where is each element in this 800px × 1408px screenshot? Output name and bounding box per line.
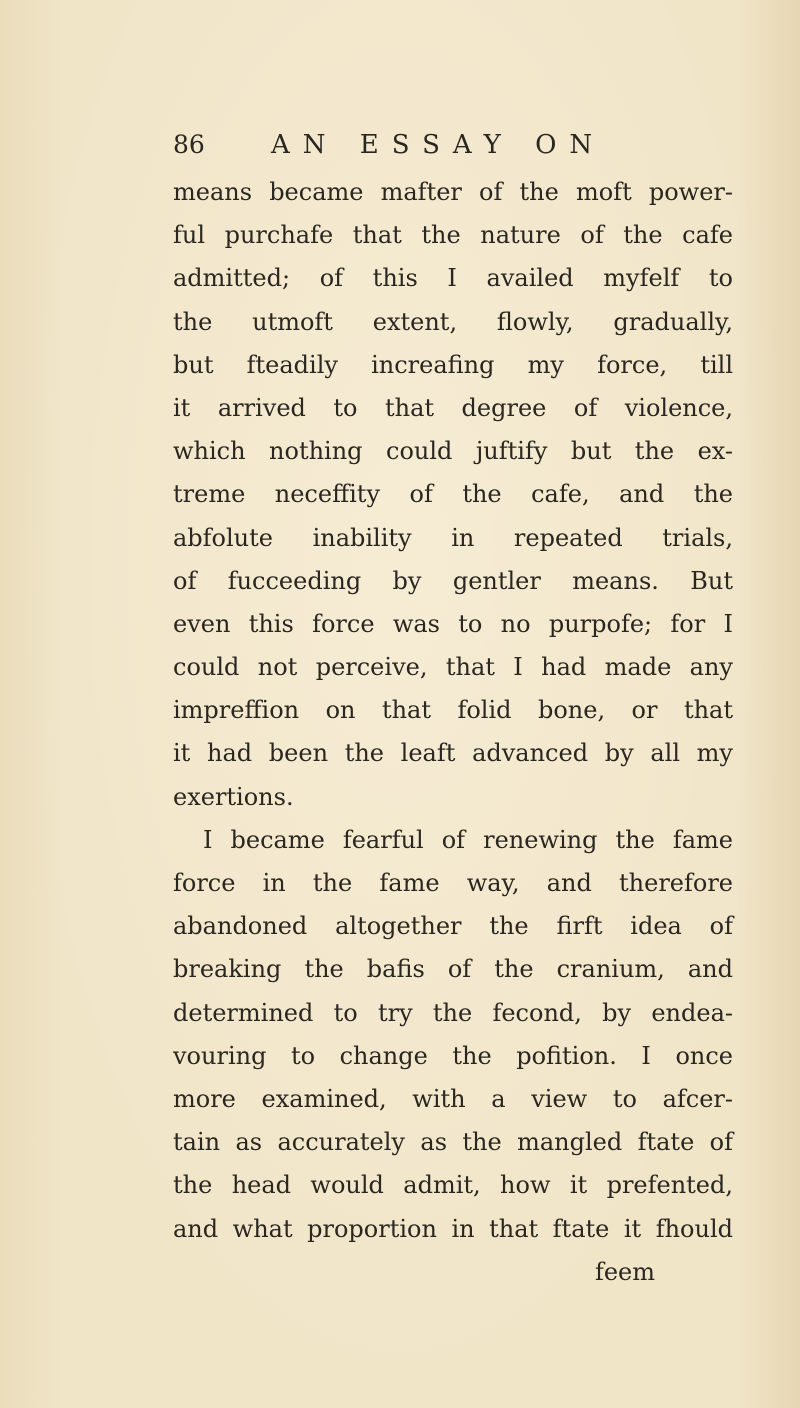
body-text [173, 171, 733, 1294]
text-line: means became mafter of the moft power- [173, 178, 733, 206]
text-line: abandoned altogether the firft idea of [173, 912, 733, 941]
text-line: which nothing could juftify but the ex- [173, 437, 733, 466]
text-line: tain as accurately as the mangled ftate of [173, 1128, 733, 1157]
text-line: force in the fame way, and therefore [173, 869, 733, 897]
text-line: and what proportion in that ftate it fhould [173, 1214, 733, 1243]
text-line: it arrived to that degree of violence, [173, 393, 733, 422]
text-line: of fucceeding by gentler means. But [173, 566, 733, 595]
text-line: I became fearful of renewing the fame [203, 825, 733, 854]
text-line: treme neceffity of the cafe, and the [173, 480, 733, 509]
text-line: the utmoft extent, flowly, gradually, [173, 307, 733, 336]
text-line: exertions. [173, 782, 294, 811]
text-line: impreffion on that folid bone, or that [173, 696, 733, 725]
text-line: breaking the bafis of the cranium, and [173, 955, 733, 984]
text-line: it had been the leaft advanced by all my [173, 739, 733, 768]
text-line: vouring to change the pofition. I once [173, 1041, 733, 1070]
text-line: admitted; of this I availed myfelf to [173, 264, 733, 293]
running-title: AN ESSAY ON [271, 130, 606, 160]
text-line: more examined, with a view to afcer- [173, 1084, 733, 1113]
text-line: the head would admit, how it prefented, [173, 1171, 733, 1200]
text-line: determined to try the fecond, by endea- [173, 998, 733, 1027]
text-line: even this force was to no purpofe; for I [173, 609, 733, 638]
text-line: but fteadily increafing my force, till [173, 350, 733, 379]
catchword: feem [594, 1257, 655, 1286]
text-line: could not perceive, that I had made any [173, 653, 733, 682]
page-number: 86 [173, 130, 205, 159]
page-header [173, 120, 733, 170]
text-line: ful purchafe that the nature of the cafe [173, 221, 733, 250]
text-line: abfolute inability in repeated trials, [173, 523, 733, 552]
